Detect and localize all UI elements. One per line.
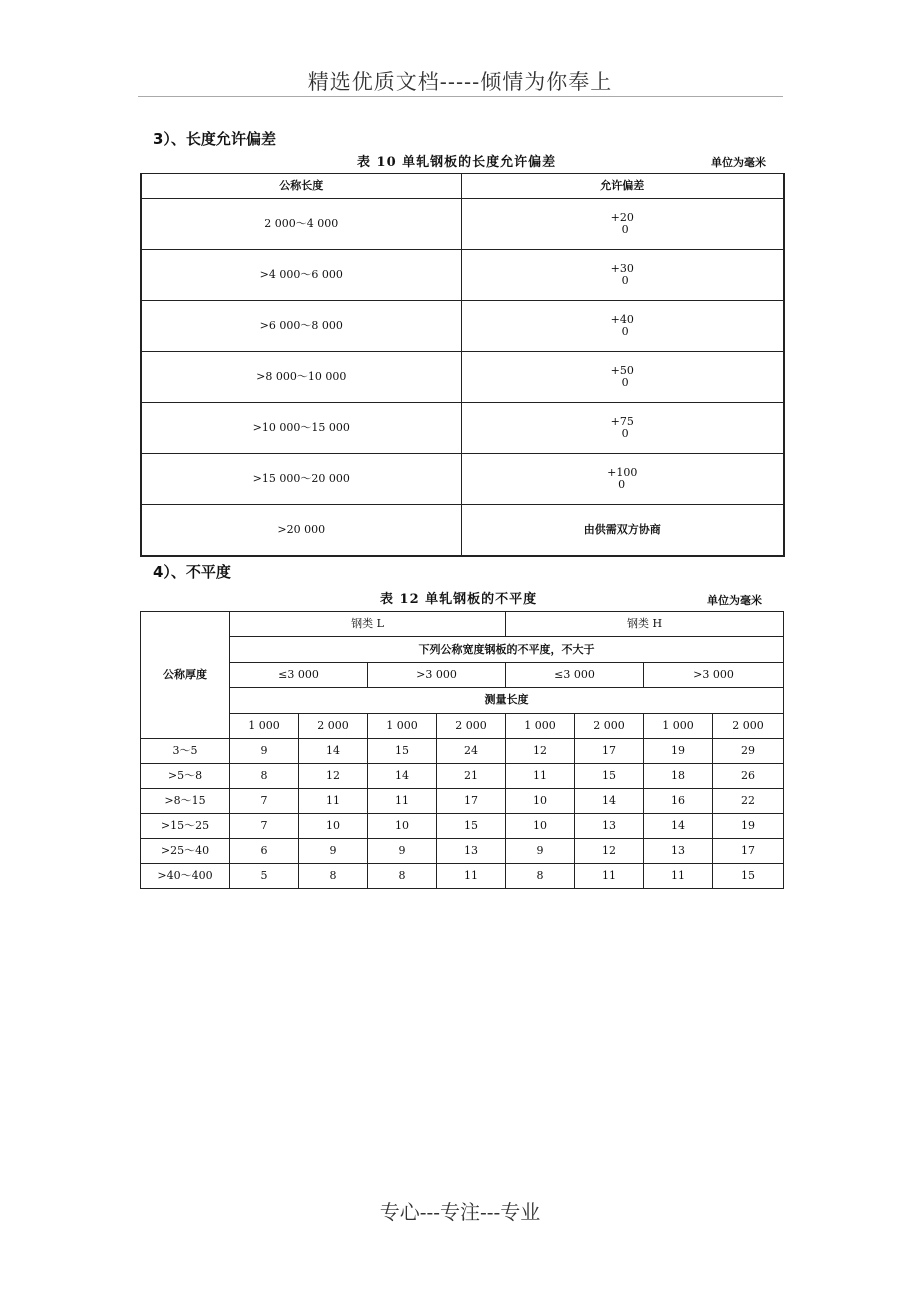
thickness-cell: >40～400 [141,864,230,889]
value-cell: 12 [506,739,575,764]
length-cell: >4 000～6 000 [141,250,461,301]
value-cell: 15 [437,814,506,839]
value-cell: 19 [713,814,784,839]
header-nominal-thickness: 公称厚度 [141,612,230,739]
value-cell: 14 [575,789,644,814]
tolerance-cell [461,301,784,352]
value-cell: 15 [368,739,437,764]
table-row [141,864,784,889]
header-nominal-length: 公称长度 [141,174,461,199]
flatness-header-row-2 [141,637,784,662]
value-cell: 8 [368,864,437,889]
value-cell: 11 [506,764,575,789]
value-cell: 5 [230,864,299,889]
value-cell: 8 [299,864,368,889]
header-measure-length: 测量长度 [230,688,784,713]
value-cell: 12 [299,764,368,789]
value-cell: 17 [575,739,644,764]
value-cell: 29 [713,739,784,764]
value-cell: 14 [644,814,713,839]
header-width-gt-3000: >3 000 [368,662,506,687]
table-row [141,814,784,839]
header-m2000: 2 000 [575,713,644,738]
tolerance-cell [461,352,784,403]
value-cell: 13 [575,814,644,839]
flatness-header-row-5 [141,713,784,738]
page-header-title: 精选优质文档-----倾情为你奉上 [307,70,613,94]
table-row [141,764,784,789]
value-cell: 9 [299,839,368,864]
value-cell: 10 [506,789,575,814]
tolerance-upper: +40 [610,313,634,326]
header-m1000: 1 000 [644,713,713,738]
tolerance-lower: 0 [621,376,629,389]
header-m2000: 2 000 [713,713,784,738]
value-cell: 10 [299,814,368,839]
flatness-header-row-1 [141,612,784,637]
table-10-caption: 表 10 单轧钢板的长度允许偏差 [357,155,557,170]
tolerance-lower: 0 [618,478,626,491]
value-cell: 11 [437,864,506,889]
tolerance-lower: 0 [621,427,629,440]
thickness-cell: 3～5 [141,739,230,764]
value-cell: 15 [713,864,784,889]
tolerance-upper: +30 [610,262,634,275]
value-cell: 7 [230,789,299,814]
value-cell: 13 [644,839,713,864]
value-cell: 24 [437,739,506,764]
flatness-header-row-4 [141,688,784,713]
value-cell: 8 [506,864,575,889]
length-cell: >20 000 [141,505,461,557]
table-12-unit-note: 单位为毫米 [707,594,762,607]
table-row [141,839,784,864]
thickness-cell: >5～8 [141,764,230,789]
tolerance-upper: +50 [610,364,634,377]
value-cell: 14 [368,764,437,789]
value-cell: 21 [437,764,506,789]
header-steel-class-h: 钢类 H [506,612,784,637]
value-cell: 11 [644,864,713,889]
table-row [141,352,784,403]
tolerance-upper: +75 [610,415,634,428]
tolerance-cell [461,199,784,250]
header-divider [138,96,783,97]
table-row [141,739,784,764]
tolerance-cell-negotiated: 由供需双方协商 [461,505,784,557]
header-steel-class-l: 钢类 L [230,612,506,637]
flatness-table [140,611,784,889]
value-cell: 10 [506,814,575,839]
value-cell: 15 [575,764,644,789]
value-cell: 9 [230,739,299,764]
length-cell: 2 000～4 000 [141,199,461,250]
tolerance-cell [461,403,784,454]
length-cell: >15 000～20 000 [141,454,461,505]
tolerance-cell [461,250,784,301]
header-m2000: 2 000 [437,713,506,738]
length-cell: >6 000～8 000 [141,301,461,352]
value-cell: 22 [713,789,784,814]
tolerance-cell [461,454,784,505]
value-cell: 9 [506,839,575,864]
header-m1000: 1 000 [230,713,299,738]
length-cell: >10 000～15 000 [141,403,461,454]
table-header-row [141,174,784,199]
table-row [141,454,784,505]
table-row [141,250,784,301]
table-12-caption: 表 12 单轧钢板的不平度 [380,592,538,607]
table-row [141,505,784,557]
header-width-note: 下列公称宽度钢板的不平度，不大于 [230,637,784,662]
value-cell: 19 [644,739,713,764]
value-cell: 13 [437,839,506,864]
tolerance-lower: 0 [621,325,629,338]
section-heading-flatness: 4）、不平度 [153,563,231,581]
value-cell: 11 [368,789,437,814]
value-cell: 26 [713,764,784,789]
page-footer: 专心---专注---专业 [379,1200,541,1224]
value-cell: 11 [575,864,644,889]
value-cell: 17 [713,839,784,864]
value-cell: 7 [230,814,299,839]
table-10-unit-note: 单位为毫米 [711,156,766,169]
value-cell: 10 [368,814,437,839]
value-cell: 12 [575,839,644,864]
tolerance-upper: +20 [610,211,634,224]
value-cell: 11 [299,789,368,814]
section-heading-length-tolerance: 3）、长度允许偏差 [153,130,276,148]
table-row [141,199,784,250]
tolerance-lower: 0 [621,274,629,287]
thickness-cell: >15～25 [141,814,230,839]
header-allowed-tolerance: 允许偏差 [461,174,784,199]
value-cell: 8 [230,764,299,789]
value-cell: 6 [230,839,299,864]
header-width-le-3000: ≤3 000 [230,662,368,687]
header-m2000: 2 000 [299,713,368,738]
table-row [141,403,784,454]
value-cell: 14 [299,739,368,764]
value-cell: 9 [368,839,437,864]
length-tolerance-table [140,173,785,557]
value-cell: 18 [644,764,713,789]
header-m1000: 1 000 [368,713,437,738]
thickness-cell: >8～15 [141,789,230,814]
tolerance-lower: 0 [621,223,629,236]
length-cell: >8 000～10 000 [141,352,461,403]
table-row [141,301,784,352]
table-row [141,789,784,814]
header-m1000: 1 000 [506,713,575,738]
thickness-cell: >25～40 [141,839,230,864]
tolerance-upper: +100 [607,466,638,479]
value-cell: 16 [644,789,713,814]
value-cell: 17 [437,789,506,814]
header-width-gt-3000: >3 000 [644,662,784,687]
header-width-le-3000: ≤3 000 [506,662,644,687]
flatness-header-row-3 [141,662,784,687]
